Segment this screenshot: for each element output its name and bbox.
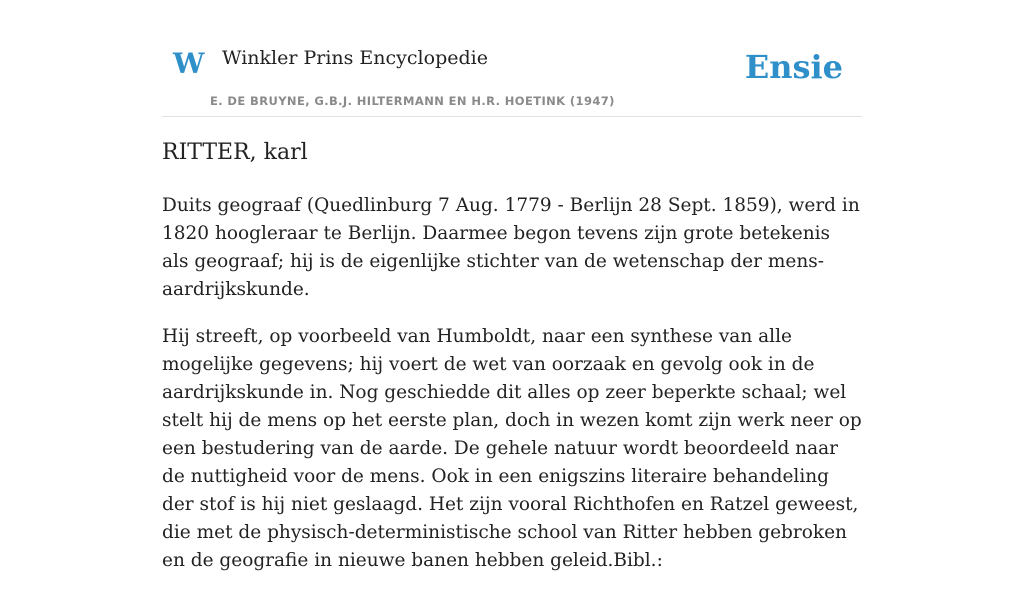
ensie-logo-link[interactable]: Ensie (744, 48, 843, 86)
winkler-prins-logo[interactable]: W (173, 47, 205, 80)
site-header (162, 0, 862, 117)
publication-authors: E. DE BRUYNE, G.B.J. HILTERMANN EN H.R. HOETINK (1947) (210, 94, 615, 108)
article-body (162, 192, 862, 594)
content-container (162, 0, 862, 571)
article-paragraph: Hij streeft, op voorbeeld van Humboldt, naar een synthese van alle mogelijke gegevens; hij voert de wet van oorzaak en gevolg ook in de aardrijkskunde in. Nog geschiedde dit alles op zeer beperkte schaal; wel stelt hij de mens op het eerste plan, doch in wezen komt zijn werk neer op een bestudering van de aarde. De gehele natuur wordt beoordeeld naar de nuttigheid voor de mens. Ook in een enigszins literaire behandeling der stof is hij niet geslaagd. Het zijn vooral Richthofen en Ratzel geweest, die met de physisch-deterministische school van Ritter hebben gebroken en de geografie in nieuwe banen hebben geleid.Bibl.: (162, 326, 862, 571)
publication-title[interactable]: Winkler Prins Encyclopedie (222, 47, 488, 69)
article-paragraph: Duits geograaf (Quedlinburg 7 Aug. 1779 - Berlijn 28 Sept. 1859), werd in 1820 hoogleraar te Berlijn. Daarmee begon tevens zijn grote betekenis als geograaf; hij is de eigenlijke stichter van de wetenschap der mens-aardrijkskunde. (162, 195, 860, 300)
article-title: RITTER, karl (162, 140, 308, 165)
